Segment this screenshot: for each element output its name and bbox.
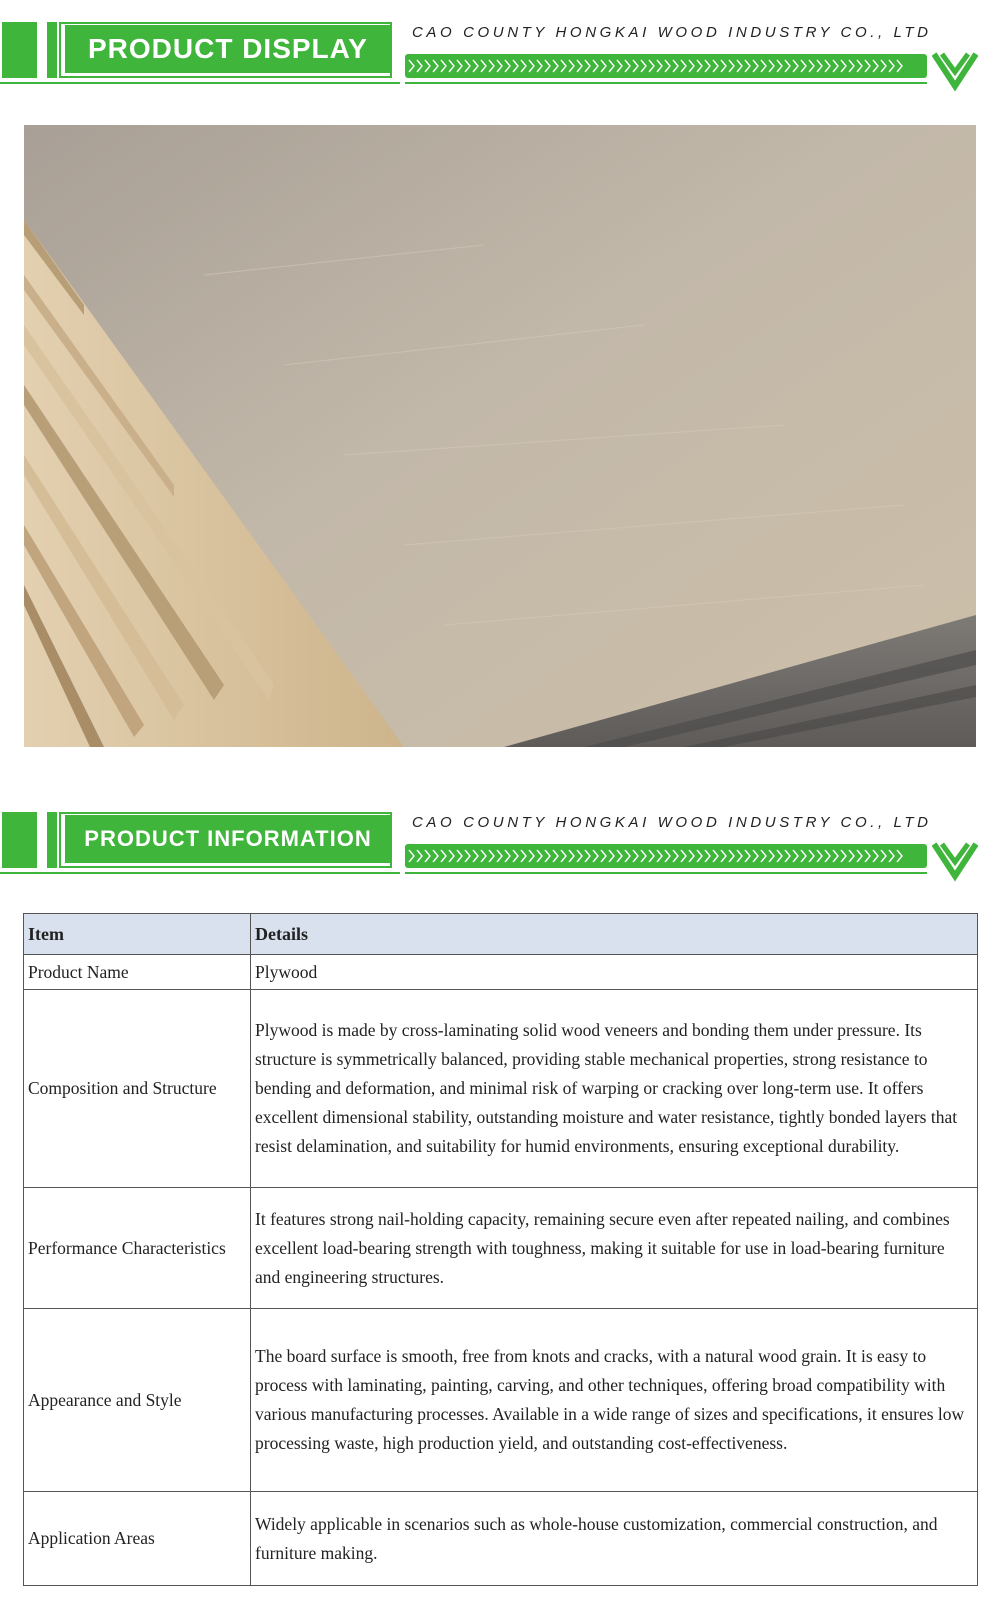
chevron-mark: [425, 60, 430, 72]
chevron-mark: [801, 60, 806, 72]
section-title: PRODUCT INFORMATION: [84, 826, 372, 851]
product-info-table: [23, 913, 978, 1586]
chevron-mark: [553, 850, 558, 862]
banner-underline: [0, 872, 400, 874]
chevron-mark: [601, 60, 606, 72]
chevron-mark: [585, 60, 590, 72]
chevron-mark: [793, 850, 798, 862]
chevron-mark: [561, 850, 566, 862]
chevron-mark: [857, 850, 862, 862]
chevron-mark: [841, 60, 846, 72]
chevron-mark: [481, 60, 486, 72]
chevron-mark: [473, 850, 478, 862]
chevron-mark: [865, 850, 870, 862]
chevron-mark: [697, 850, 702, 862]
chevron-mark: [841, 850, 846, 862]
chevron-mark: [721, 850, 726, 862]
chevron-mark: [873, 60, 878, 72]
chevron-mark: [857, 60, 862, 72]
table-row: [24, 990, 978, 1188]
chevron-mark: [465, 850, 470, 862]
chevron-mark: [513, 850, 518, 862]
chevron-mark: [665, 850, 670, 862]
chevron-mark: [449, 60, 454, 72]
chevron-mark: [449, 850, 454, 862]
chevron-mark: [601, 850, 606, 862]
chevron-mark: [657, 850, 662, 862]
company-name: CAO COUNTY HONGKAI WOOD INDUSTRY CO., LTD: [412, 24, 932, 41]
chevron-mark: [497, 850, 502, 862]
chevron-mark: [785, 850, 790, 862]
chevron-mark: [545, 850, 550, 862]
chevron-mark: [529, 850, 534, 862]
chevron-mark: [809, 850, 814, 862]
chevron-mark: [817, 850, 822, 862]
item-cell: Appearance and Style: [24, 1309, 251, 1492]
chevron-mark: [657, 60, 662, 72]
chevron-mark: [409, 850, 414, 862]
checkmark-icon: [932, 840, 978, 882]
details-cell: Plywood is made by cross-laminating solid wood veneers and bonding them under pressure. Its structure is symmetrically balanced, providing stable mechanical properties, strong resistance to bending and deformation, and minimal risk of warping or cracking over long-term use. It offers excellent dimensional stability, outstanding moisture and water resistance, tightly bonded layers that resist delamination, and suitability for humid environments, ensuring exceptional durability.: [251, 990, 978, 1188]
item-cell: Composition and Structure: [24, 990, 251, 1188]
chevron-mark: [873, 850, 878, 862]
chevron-mark: [441, 850, 446, 862]
chevron-mark: [849, 850, 854, 862]
chevron-mark: [577, 850, 582, 862]
chevron-mark: [753, 850, 758, 862]
chevron-mark: [609, 60, 614, 72]
chevron-mark: [721, 60, 726, 72]
chevron-mark: [569, 850, 574, 862]
chevron-mark: [881, 850, 886, 862]
chevron-mark: [713, 60, 718, 72]
chevron-mark: [825, 850, 830, 862]
chevron-mark: [433, 60, 438, 72]
chevron-mark: [681, 850, 686, 862]
chevron-mark: [681, 60, 686, 72]
chevron-mark: [609, 850, 614, 862]
chevron-mark: [897, 60, 902, 72]
chevron-mark: [801, 850, 806, 862]
chevron-mark: [409, 60, 414, 72]
chevron-mark: [649, 850, 654, 862]
banner-decor-bar: [47, 812, 57, 868]
product-information-banner: [0, 790, 1000, 886]
chevron-mark: [825, 60, 830, 72]
chevron-mark: [521, 850, 526, 862]
table-row: [24, 1309, 978, 1492]
chevron-mark: [593, 60, 598, 72]
banner-underline: [405, 872, 927, 874]
chevron-mark: [745, 60, 750, 72]
chevron-mark: [689, 60, 694, 72]
chevrons-icon: [405, 54, 927, 78]
chevron-mark: [569, 60, 574, 72]
chevron-mark: [521, 60, 526, 72]
chevron-mark: [617, 850, 622, 862]
chevron-mark: [865, 60, 870, 72]
chevron-mark: [481, 850, 486, 862]
chevron-mark: [673, 60, 678, 72]
chevron-mark: [833, 60, 838, 72]
chevron-mark: [753, 60, 758, 72]
chevron-mark: [433, 850, 438, 862]
chevron-mark: [625, 850, 630, 862]
chevron-mark: [441, 60, 446, 72]
chevron-mark: [761, 60, 766, 72]
product-display-banner: [0, 0, 1000, 96]
chevron-mark: [553, 60, 558, 72]
chevron-mark: [641, 60, 646, 72]
chevron-mark: [537, 60, 542, 72]
chevron-mark: [489, 60, 494, 72]
banner-underline: [0, 82, 400, 84]
chevron-strip: [405, 844, 927, 868]
chevron-mark: [457, 60, 462, 72]
chevron-mark: [745, 850, 750, 862]
chevron-mark: [537, 850, 542, 862]
chevron-mark: [729, 60, 734, 72]
chevron-mark: [425, 850, 430, 862]
chevron-mark: [417, 60, 422, 72]
chevron-mark: [617, 60, 622, 72]
item-cell: Application Areas: [24, 1492, 251, 1586]
company-name: CAO COUNTY HONGKAI WOOD INDUSTRY CO., LTD: [412, 814, 932, 831]
chevron-mark: [473, 60, 478, 72]
chevron-mark: [505, 60, 510, 72]
chevron-mark: [593, 850, 598, 862]
column-header-item: Item: [24, 914, 251, 955]
banner-decor-bar: [47, 22, 57, 78]
table-row: [24, 1492, 978, 1586]
chevron-mark: [625, 60, 630, 72]
chevron-mark: [777, 850, 782, 862]
chevron-mark: [897, 850, 902, 862]
chevron-mark: [641, 850, 646, 862]
details-cell: Plywood: [251, 955, 978, 990]
chevron-mark: [529, 60, 534, 72]
chevron-mark: [417, 850, 422, 862]
chevron-mark: [649, 60, 654, 72]
chevron-mark: [697, 60, 702, 72]
chevron-mark: [793, 60, 798, 72]
chevron-mark: [561, 60, 566, 72]
chevron-mark: [729, 850, 734, 862]
chevron-mark: [809, 60, 814, 72]
chevron-mark: [817, 60, 822, 72]
chevron-mark: [633, 60, 638, 72]
chevron-mark: [465, 60, 470, 72]
table-header-row: [24, 914, 978, 955]
chevrons-icon: [405, 844, 927, 868]
banner-decor-bar: [2, 812, 37, 868]
chevron-mark: [457, 850, 462, 862]
chevron-mark: [497, 60, 502, 72]
column-header-details: Details: [251, 914, 978, 955]
table-row: [24, 1188, 978, 1309]
chevron-mark: [489, 850, 494, 862]
banner-title-box: [65, 25, 391, 73]
chevron-mark: [585, 850, 590, 862]
chevron-mark: [849, 60, 854, 72]
banner-decor-bar: [2, 22, 37, 78]
chevron-mark: [505, 850, 510, 862]
chevron-mark: [777, 60, 782, 72]
chevron-mark: [633, 850, 638, 862]
chevron-strip: [405, 54, 927, 78]
checkmark-icon: [932, 50, 978, 92]
details-cell: It features strong nail-holding capacity, remaining secure even after repeated nailing, and combines excellent load-bearing strength with toughness, making it suitable for use in load-bearing furniture and engineering structures.: [251, 1188, 978, 1309]
chevron-mark: [705, 850, 710, 862]
chevron-mark: [705, 60, 710, 72]
banner-underline: [405, 82, 927, 84]
chevron-mark: [785, 60, 790, 72]
table-row: [24, 955, 978, 990]
chevron-mark: [513, 60, 518, 72]
banner-title-box: [65, 815, 391, 863]
chevron-mark: [769, 60, 774, 72]
chevron-mark: [713, 850, 718, 862]
details-cell: The board surface is smooth, free from knots and cracks, with a natural wood grain. It is easy to process with laminating, painting, carving, and other techniques, offering broad compatibility with various manufacturing processes. Available in a wide range of sizes and specifications, it ensures low processing waste, high production yield, and outstanding cost-effectiveness.: [251, 1309, 978, 1492]
section-title: PRODUCT DISPLAY: [87, 33, 368, 64]
chevron-mark: [833, 850, 838, 862]
item-cell: Performance Characteristics: [24, 1188, 251, 1309]
chevron-mark: [673, 850, 678, 862]
chevron-mark: [889, 850, 894, 862]
chevron-mark: [545, 60, 550, 72]
chevron-mark: [889, 60, 894, 72]
plywood-photo-icon: [24, 125, 976, 747]
item-cell: Product Name: [24, 955, 251, 990]
product-photo: [24, 125, 976, 747]
chevron-mark: [769, 850, 774, 862]
chevron-mark: [577, 60, 582, 72]
chevron-mark: [761, 850, 766, 862]
chevron-mark: [737, 60, 742, 72]
chevron-mark: [737, 850, 742, 862]
chevron-mark: [665, 60, 670, 72]
chevron-mark: [689, 850, 694, 862]
chevron-mark: [881, 60, 886, 72]
details-cell: Widely applicable in scenarios such as whole-house customization, commercial construction, and furniture making.: [251, 1492, 978, 1586]
